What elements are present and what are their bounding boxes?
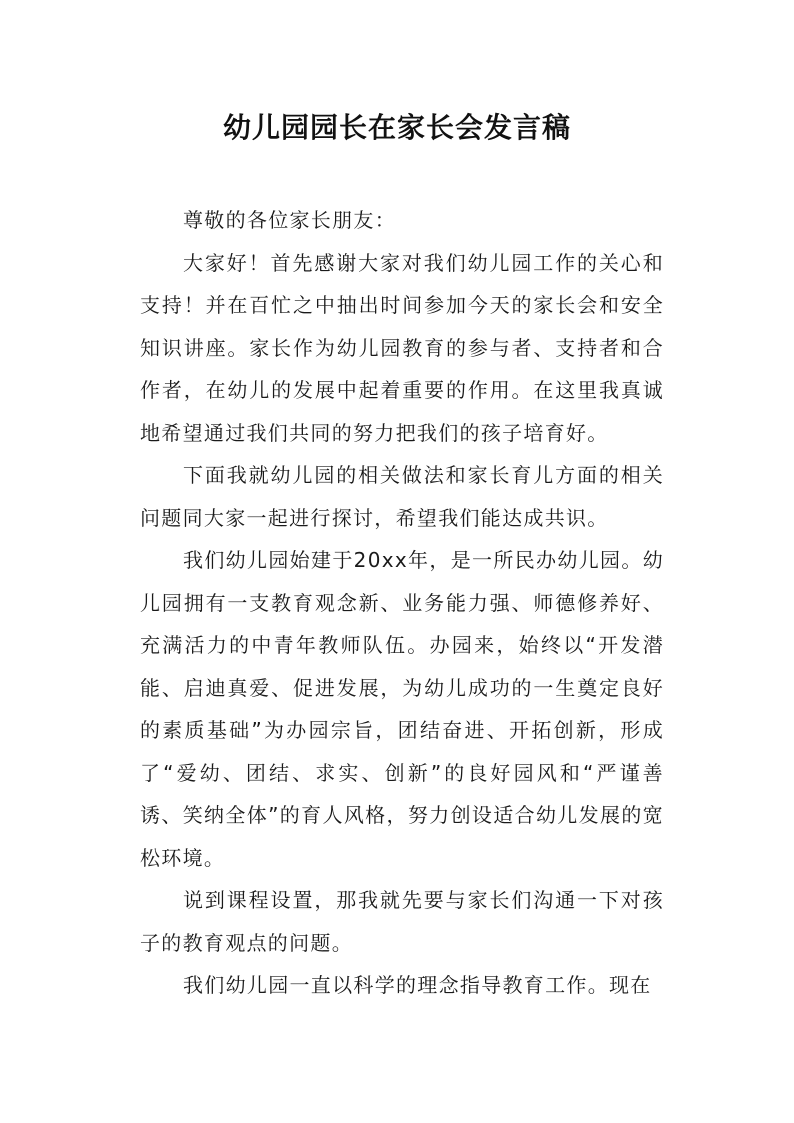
- document-body: [140, 199, 664, 1007]
- paragraph-3: 我们幼儿园始建于20xx年，是一所民办幼儿园。幼儿园拥有一支教育观念新、业务能力强、师德修养好、充满活力的中青年教师队伍。办园来，始终以“开发潜能、启迪真爱、促进发展，为幼儿成功的一生奠定良好的素质基础”为办园宗旨，团结奋进、开拓创新，形成了“爱幼、团结、求实、创新”的良好园风和“严谨善诱、笑纳全体”的育人风格，努力创设适合幼儿发展的宽松环境。: [140, 548, 664, 870]
- paragraph-1: 大家好！首先感谢大家对我们幼儿园工作的关心和支持！并在百忙之中抽出时间参加今天的家长会和安全知识讲座。家长作为幼儿园教育的参与者、支持者和合作者，在幼儿的发展中起着重要的作用。在这里我真诚地希望通过我们共同的努力把我们的孩子培育好。: [140, 250, 664, 445]
- paragraph-5: 我们幼儿园一直以科学的理念指导教育工作。现在: [183, 973, 652, 997]
- paragraph-4: 说到课程设置，那我就先要与家长们沟通一下对孩子的教育观点的问题。: [140, 888, 664, 955]
- document-title: 幼儿园园长在家长会发言稿: [222, 111, 571, 144]
- paragraph-2: 下面我就幼儿园的相关做法和家长育儿方面的相关问题同大家一起进行探讨，希望我们能达成共识。: [140, 463, 664, 530]
- salutation: 尊敬的各位家长朋友：: [183, 208, 396, 232]
